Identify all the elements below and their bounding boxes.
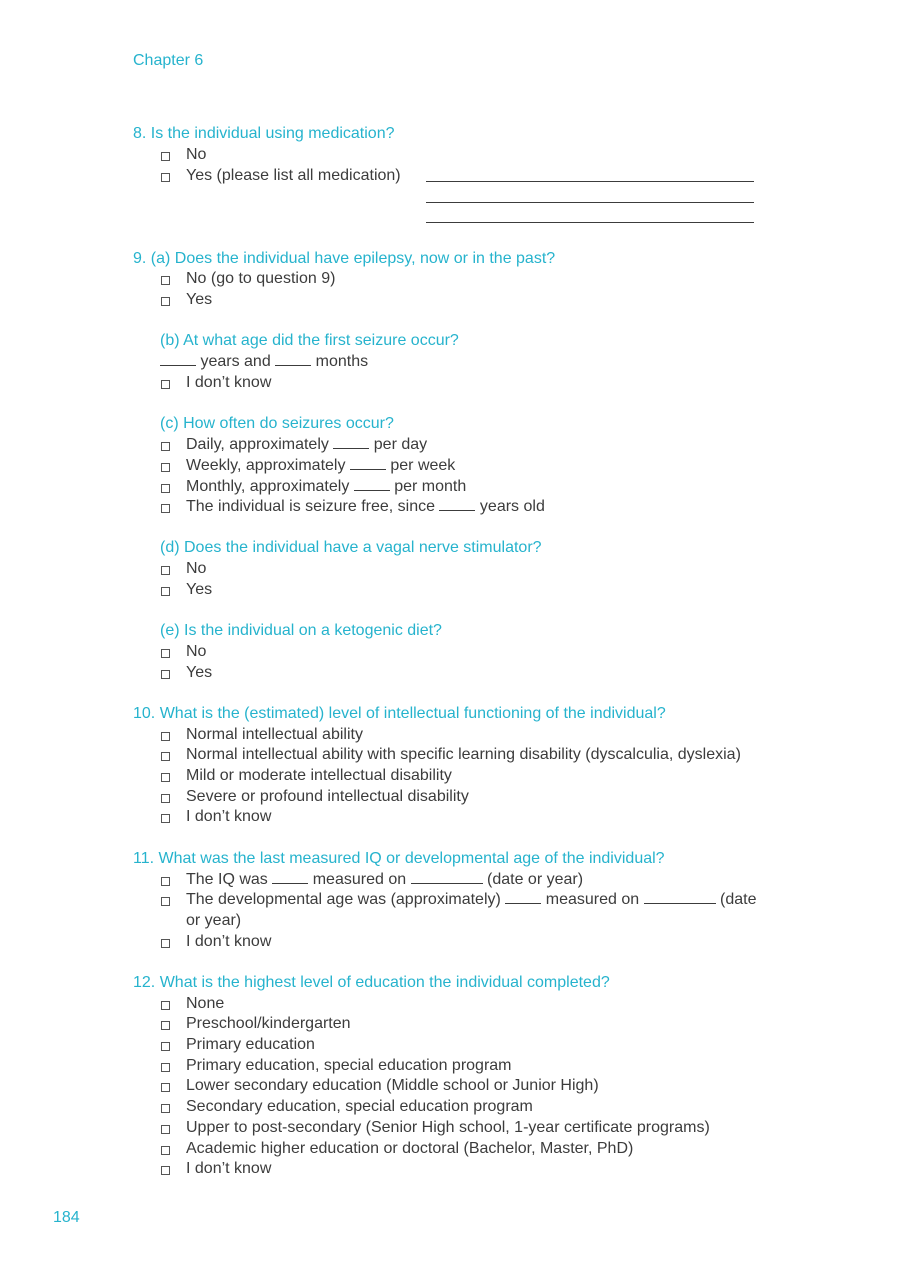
q9c-title: (c) How often do seizures occur? [160,415,394,432]
q12-option-label: Upper to post-secondary (Senior High school, 1-year certificate programs) [186,1119,710,1136]
q10-option-checkbox[interactable] [161,752,170,761]
iq-measured-label: measured on [312,871,407,888]
years-blank[interactable] [160,352,196,366]
dev-age-blank[interactable] [505,890,541,904]
monthly-label: Monthly, approximately [186,478,350,495]
q12-option-checkbox[interactable] [161,1021,170,1030]
q9d-title: (d) Does the individual have a vagal nerve stimulator? [160,539,542,556]
q9e-yes-checkbox[interactable] [161,670,170,679]
dev-measured-label: measured on [545,891,640,908]
monthly-blank[interactable] [354,477,390,491]
q9e-no-checkbox[interactable] [161,649,170,658]
iq-date-blank[interactable] [411,870,483,884]
q9b-age-row [160,352,368,372]
q9d-yes-checkbox[interactable] [161,587,170,596]
q9e-yes-label: Yes [186,664,213,681]
seizure-free-label: The individual is seizure free, since [186,498,436,515]
q10-title: 10. What is the (estimated) level of intellectual functioning of the individual? [133,705,666,722]
seizure-free-blank[interactable] [439,497,475,511]
q10-option-checkbox[interactable] [161,773,170,782]
daily-row [186,435,427,455]
seizure-free-checkbox[interactable] [161,504,170,513]
medication-line-3[interactable] [426,222,754,223]
dev-date-hint: (date [720,891,757,908]
q12-option-checkbox[interactable] [161,1125,170,1134]
q10-option-label: Severe or profound intellectual disability [186,788,469,805]
q9a-yes-checkbox[interactable] [161,297,170,306]
q10-option-label: Mild or moderate intellectual disability [186,767,452,784]
q8-no-checkbox[interactable] [161,152,170,161]
q12-option-label: I don’t know [186,1160,272,1177]
daily-blank[interactable] [333,435,369,449]
iq-blank[interactable] [272,870,308,884]
dev-age-row [186,890,757,910]
daily-checkbox[interactable] [161,442,170,451]
weekly-unit: per week [390,457,456,474]
seizure-free-row [186,497,545,517]
q10-option-label: I don’t know [186,808,272,825]
dev-age-label: The developmental age was (approximately) [186,891,501,908]
q11-title: 11. What was the last measured IQ or developmental age of the individual? [133,850,665,867]
iq-checkbox[interactable] [161,877,170,886]
q12-option-checkbox[interactable] [161,1001,170,1010]
weekly-row [186,456,455,476]
q11-dont-know-label: I don’t know [186,933,272,950]
q9b-dont-know-label: I don’t know [186,374,272,391]
monthly-checkbox[interactable] [161,484,170,493]
monthly-unit: per month [394,478,467,495]
q12-option-label: Primary education [186,1036,315,1053]
dev-age-checkbox[interactable] [161,897,170,906]
q12-option-label: Lower secondary education (Middle school or Junior High) [186,1077,599,1094]
q10-option-label: Normal intellectual ability [186,726,363,743]
q12-option-checkbox[interactable] [161,1104,170,1113]
q9e-title: (e) Is the individual on a ketogenic diet? [160,622,442,639]
iq-label: The IQ was [186,871,268,888]
q12-option-label: Academic higher education or doctoral (Bachelor, Master, PhD) [186,1140,634,1157]
q12-option-checkbox[interactable] [161,1083,170,1092]
q9a-yes-label: Yes [186,291,213,308]
q12-option-label: None [186,995,225,1012]
q8-yes-checkbox[interactable] [161,173,170,182]
q12-option-checkbox[interactable] [161,1063,170,1072]
years-unit: years and [200,353,271,370]
weekly-checkbox[interactable] [161,463,170,472]
q12-option-checkbox[interactable] [161,1042,170,1051]
q10-option-checkbox[interactable] [161,814,170,823]
q9b-title: (b) At what age did the first seizure occur? [160,332,459,349]
dev-date-hint-wrap: or year) [186,912,242,929]
q9e-no-label: No [186,643,207,660]
q9d-no-label: No [186,560,207,577]
q10-option-checkbox[interactable] [161,732,170,741]
q12-option-checkbox[interactable] [161,1166,170,1175]
q12-title: 12. What is the highest level of education the individual completed? [133,974,610,991]
medication-line-2[interactable] [426,202,754,203]
weekly-blank[interactable] [350,456,386,470]
q9a-title: 9. (a) Does the individual have epilepsy, now or in the past? [133,250,556,267]
q10-option-checkbox[interactable] [161,794,170,803]
q9a-no-label: No (go to question 9) [186,270,336,287]
medication-line-1[interactable] [426,181,754,182]
months-blank[interactable] [275,352,311,366]
q12-option-checkbox[interactable] [161,1146,170,1155]
q8-yes-label: Yes (please list all medication) [186,167,401,184]
daily-unit: per day [373,436,428,453]
daily-label: Daily, approximately [186,436,329,453]
monthly-row [186,477,466,497]
q8-no-label: No [186,146,207,163]
q9a-no-checkbox[interactable] [161,276,170,285]
dev-date-blank[interactable] [644,890,716,904]
q11-dont-know-checkbox[interactable] [161,939,170,948]
q10-option-label: Normal intellectual ability with specific learning disability (dyscalculia, dyslexia) [186,746,741,763]
q12-option-label: Secondary education, special education program [186,1098,533,1115]
iq-row [186,870,583,890]
q12-option-label: Primary education, special education program [186,1057,512,1074]
q9d-yes-label: Yes [186,581,213,598]
seizure-free-unit: years old [479,498,545,515]
weekly-label: Weekly, approximately [186,457,346,474]
chapter-label: Chapter 6 [133,52,204,69]
q9d-no-checkbox[interactable] [161,566,170,575]
months-unit: months [315,353,369,370]
q9b-dont-know-checkbox[interactable] [161,380,170,389]
page-number: 184 [53,1209,80,1226]
q12-option-label: Preschool/kindergarten [186,1015,351,1032]
q8-title: 8. Is the individual using medication? [133,125,395,142]
iq-date-hint: (date or year) [487,871,584,888]
